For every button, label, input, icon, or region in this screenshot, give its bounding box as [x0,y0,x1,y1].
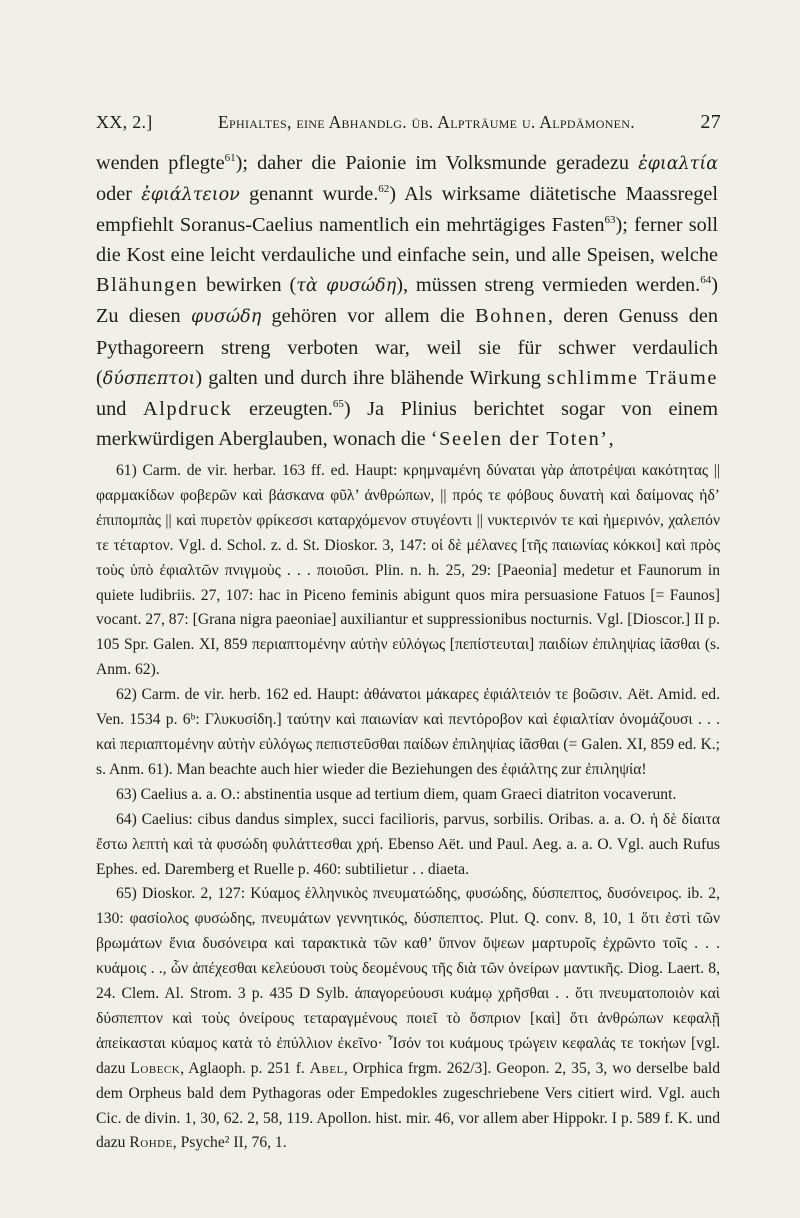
greek-term: τὰ φυσώδη [296,276,397,297]
greek-term: ἐφιαλτία [638,154,719,174]
author-name: Rohde [129,1134,173,1152]
footnote-text: , Aglaoph. p. 251 f. [180,1059,310,1077]
footnote-64: 64) Caelius: cibus dandus simplex, succi facilioris, parvus, sorbilis. Oribas. a. a. O. ἡ δὲ δίαιτα ἔστω λεπτὴ καὶ τὰ φυσώδη φυλάττεσθαι χρή. Ebenso Aët. und Paul. Aeg. a. a. O. Vgl. auch Rufus Ephes. ed. Daremberg et Ruelle p. 460: subtilietur . . diaeta. [96,810,720,878]
footnote-ref-61[interactable]: 61 [224,152,236,165]
text-run: ) Zu diesen [96,274,718,328]
text-run: ) Als wirksame diätetische Maassregel empfiehlt Soranus-Caelius namentlich ein mehrtägiges Fasten [96,183,718,237]
footnote-ref-62[interactable]: 62 [378,183,390,196]
greek-term: ἐφιάλτειον [141,185,240,206]
page-number: 27 [700,111,721,133]
text-run: erzeugten. [232,397,333,420]
emphasis-text: Alpdruck [142,397,233,420]
author-name: Abel [309,1059,344,1077]
footnote-text: , Psyche² II, 76, 1. [172,1134,287,1152]
text-run: ); ferner soll die Kost eine leicht verdauliche und einfache sein, und alle Speisen, welche [96,214,718,267]
text-run: oder [96,183,142,206]
emphasis-text: Bohnen [475,305,548,328]
text-run: , [608,427,614,450]
text-run: ) galten und durch ihre blähende Wirkung [195,366,547,389]
emphasis-text: Blähungen [96,274,199,297]
footnote-ref-65[interactable]: 65 [332,397,344,410]
footnote-ref-63[interactable]: 63 [604,214,616,227]
footnote-63: 63) Caelius a. a. O.: abstinentia usque ad tertium diem, quam Graeci diatriton vocaverunt. [116,785,677,803]
text-run: wenden pflegte [96,152,225,174]
footnote-65 [96,882,720,1156]
running-title: Ephialtes, eine Abhandlg. üb. Alpträume u. Alpdämonen. [218,112,635,132]
emphasis-text: ‘Seelen der Toten’ [430,427,609,450]
greek-term: δύσπεπτοι [102,368,196,389]
footnote-text: 65) Dioskor. 2, 127: Κύαμος ἑλληνικὸς πνευματώδης, φυσώδης, δύσπεπτος, δυσόνειρος. ib. 2, 130: φασίολος φυσώδης, πνευμάτων γεννητικός, δύσπεπτος. Plut. Q. conv. 8, 10, 1 ὅτι ἐστὶ τῶν βρωμάτων ἔνια δυσόνειρα καὶ ταρακτικὰ τῶν καθ’ ὕπνον ὄψεων μαρτυροῖς ἐχρῶντο τοῖς . . . κυάμοις . ., ὧν ἀπέχεσθαι κελεύουσι τοὺς δεομένους τῆς διὰ τῶν ὀνείρων μαντικῆς. Diog. Laert. 8, 24. Clem. Al. Strom. 3 p. 435 D Sylb. ἀπαγορεύουσι κυάμῳ χρῆσθαι . . ὅτι πνευματοποιὸν καὶ δύσπεπτον καὶ τοὺς ὀνείρους τεταραγμένους ποιεῖ τὸ ὄσπριον [καὶ] ὅτι ἀνθρώπων κεφαλῇ ἀπείκασται κύαμος κατὰ τὸ ἐπύλλιον ἐκεῖνο· Ἶσόν τοι κυάμους τρώγειν κεφαλάς τε τοκήων [vgl. dazu [96,885,720,1077]
footnotes-block [96,459,720,1156]
greek-term: φυσώδη [191,307,262,328]
main-paragraph [96,148,718,454]
author-name: Lobeck [130,1059,181,1077]
running-left: XX, 2.] [96,112,153,132]
footnote-ref-64[interactable]: 64 [700,274,712,287]
text-run: gehören vor allem die [261,305,476,328]
text-run: ); daher die Paionie im Volksmunde geradezu [235,152,639,174]
running-header [96,111,721,134]
main-text [96,148,718,454]
text-run: bewirken ( [198,274,297,297]
emphasis-text: schlimme Träume [546,366,718,389]
text-run: und [96,397,143,420]
footnote-61: 61) Carm. de vir. herbar. 163 ff. ed. Haupt: κρημναμένη δύναται γὰρ ἀποτρέψαι κακότητας || φαρμακίδων φοβερῶν καὶ βάσκανα φῦλ’ ἀνθρώπων, || πρός τε φόβους δυνατὴ καὶ δαίμονας ἠδ’ ἐπιπομπὰς || καὶ πυρετὸν φρίκεσσι καταρχόμενον στυγέοντι || νυκτερινόν τε καὶ ἠμερινόν, χαλεπόν τε τέταρτον. Vgl. d. Schol. z. d. St. Dioskor. 3, 147: οἱ δὲ μέλανες [τῆς παιωνίας κόκκοι] καὶ πρὸς τοὺς ὑπὸ ἐφιαλτῶν πνιγμοὺς . . . ποιοῦσι. Plin. n. h. 25, 29: [Paeonia] medetur et Faunorum in quiete ludibriis. 27, 107: hac in Piceno feminis abigunt quos mira persuasione Fatuos [= Faunos] vocant. 27, 87: [Grana nigra paeoniae] auxiliantur et suppressionibus nocturnis. Vgl. [Dioscor.] II p. 105 Spr. Galen. XI, 859 περιαπτομένην αὐτὴν εὐλόγως [πεπίστευται] παιδίων ἐπιληψίας ἰᾶσθαι (s. Anm. 62). [96,462,720,679]
text-run: , deren Genuss den Pythagoreern streng verboten war, weil sie für schwer verdaulich ( [96,305,718,389]
text-run: ) Ja Plinius berichtet sogar von einem merkwürdigen Aberglauben, wonach die [96,397,719,450]
text-run: genannt wurde. [239,183,379,206]
footnote-text: , Orphica frgm. 262/3]. Geopon. 2, 35, 3, wo derselbe bald dem Orpheus bald dem Pythagoras oder Empedokles zugeschriebene Vers citiert wird. Vgl. auch Cic. de divin. 1, 30, 62. 2, 58, 119. Apollon. hist. mir. 46, vor allem aber Hippokr. I p. 589 f. K. und dazu [96,1059,720,1152]
text-run: ), müssen streng vermieden werden. [396,274,701,297]
footnote-62: 62) Carm. de vir. herb. 162 ed. Haupt: ἀθάνατοι μάκαρες ἐφιάλτειόν τε βοῶσιν. Aët. Amid. ed. Ven. 1534 p. 6ᵇ: Γλυκυσίδη.] ταύτην καὶ παιωνίαν καὶ πεντόροβον καὶ ἐφιαλτίαν ὀνομάζουσι . . . καὶ περιαπτομένην αὐτὴν εὐλόγως πεπιστεῦσθαι παίδων ἐπιληψίας ἰᾶσθαι (= Galen. XI, 859 ed. K.; s. Anm. 61). Man beachte auch hier wieder die Beziehungen des ἐφιάλτης zur ἐπιληψία! [96,686,720,778]
